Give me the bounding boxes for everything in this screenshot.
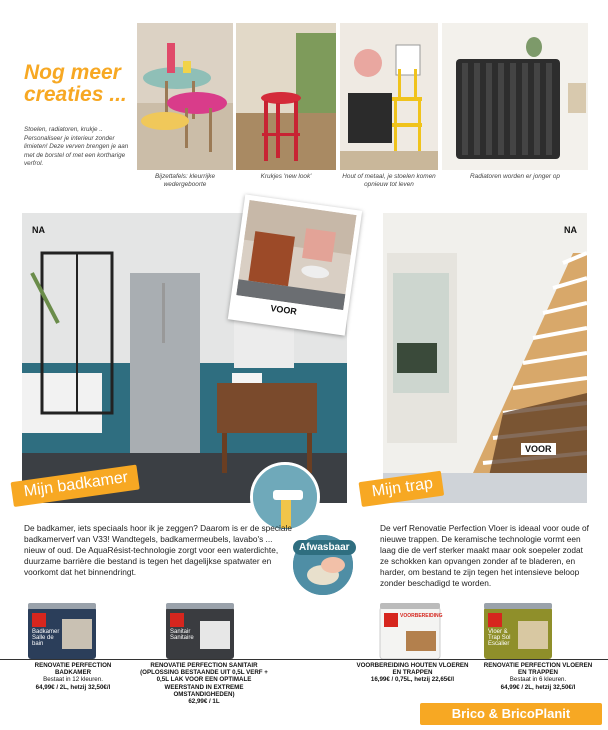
stool-photo — [236, 23, 336, 170]
intro-text: Stoelen, radiatoren, krukje .. Personaliseer je interieur zonder limieten! Deze verven brengen je aan met de borstel of met een kortharige verfrol. — [24, 126, 129, 168]
bathroom-before-photo — [228, 194, 362, 335]
radiator-caption: Radiatoren worden er jonger op — [470, 173, 560, 180]
radiator-photo — [442, 23, 588, 170]
stairs-after-tag: NA — [564, 225, 577, 235]
product-info-bathroom — [18, 662, 128, 691]
product-price: 64,99€ / 2L, hetzij 32,50€/l — [35, 683, 111, 691]
product-detail: Bestaat in 12 kleuren. — [43, 676, 103, 684]
stairs-banner: Mijn trap — [359, 471, 445, 507]
product-price: 16,99€ / 0,75L, hetzij 22,65€/l — [370, 676, 455, 684]
product-divider — [0, 659, 608, 660]
chairs-photo — [340, 23, 438, 170]
product-name: RENOVATIE PERFECTION VLOEREN EN TRAPPEN — [483, 662, 593, 677]
product-can-floor-stairs — [478, 601, 558, 661]
brush-detail-photo — [250, 462, 320, 532]
stairs-before-tag: VOOR — [521, 443, 556, 455]
side-tables-photo — [137, 23, 233, 170]
washable-badge: Afwasbaar — [293, 540, 356, 555]
product-price: 62,99€ / 1L — [188, 698, 220, 706]
bathroom-after-tag: NA — [32, 225, 45, 235]
product-can-preparation-label: VOORBEREIDING — [400, 613, 443, 619]
bathroom-text: De badkamer, iets speciaals hoor ik je zeggen? Daarom is er de speciale badkamerverf van V33! Wandtegels, badkamermeubels, lavabo's ... nieuw of oud. De AquaRésist-technologie zorgt voor een waterdichte, duurzame barrière die bestand is tegen het dagelijkse spatwater en voorkomt dat het binnendringt. — [24, 523, 292, 577]
side-tables-caption: Bijzettafels: kleurrijke wedergeboorte — [154, 173, 216, 188]
product-info-preparation — [355, 662, 470, 684]
chairs-caption: Hout of metaal, je stoelen komen opnieuw tot leven — [342, 173, 436, 188]
page-title — [24, 62, 142, 106]
stairs-after-photo — [383, 213, 587, 503]
product-info-sanitary — [140, 662, 268, 705]
brico-logo: Brico & BricoPlanit — [420, 703, 602, 725]
stool-caption: Krukjes 'new look' — [260, 173, 312, 180]
product-can-floor-stairs-label: Vloer & Trap Sol Escalier — [488, 629, 511, 647]
product-can-sanitary — [160, 601, 240, 661]
product-name: VOORBEREIDING HOUTEN VLOEREN EN TRAPPEN — [356, 662, 469, 677]
product-name: RENOVATIE PERFECTION SANITAIR (OPLOSSING BESTAANDE UIT 0,5L VERF + 0,5L LAK VOOR EEN OPTIMALE WEERSTAND IN EXTREME OMSTANDIGHEDEN) — [140, 662, 268, 698]
product-detail: Bestaat in 6 kleuren. — [509, 676, 567, 684]
product-price: 64,99€ / 2L, hetzij 32,50€/l — [500, 683, 576, 691]
product-name: RENOVATIE PERFECTION BADKAMER — [34, 662, 112, 677]
product-can-bathroom — [22, 601, 102, 661]
product-can-sanitary-label: Sanitair Sanitaire — [170, 629, 194, 641]
product-can-preparation — [370, 601, 450, 661]
bathroom-before-tag: VOOR — [269, 303, 298, 317]
product-info-floor-stairs — [482, 662, 594, 691]
title-line-2: creaties ... — [24, 83, 127, 106]
bathroom-banner: Mijn badkamer — [11, 465, 140, 507]
title-line-1: Nog meer — [24, 61, 121, 84]
stairs-text: De verf Renovatie Perfection Vloer is ideaal voor oude of nieuwe trappen. De keramische technologie vormt een laag die de verf sterker maakt maar ook soepeler zodat ze schokken kan opvangen zonder af te bladeren, en harder, om bestand te zijn tegen het intensieve beloop zonder beschadigd te worden. — [380, 523, 589, 588]
product-can-bathroom-label: Badkamer Salle de bain — [32, 629, 60, 647]
